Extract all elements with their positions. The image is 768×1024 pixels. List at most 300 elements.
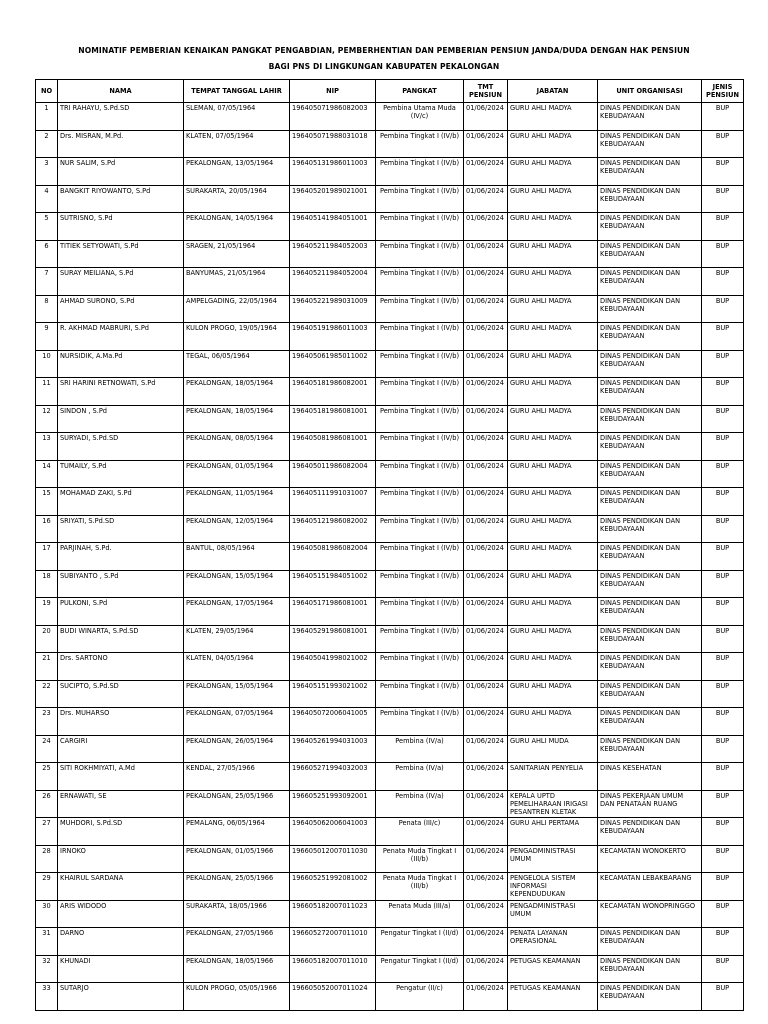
table-row bbox=[36, 405, 744, 433]
cell-jenis-pensiun: BUP bbox=[702, 268, 744, 296]
table-row bbox=[36, 378, 744, 406]
cell-tmt-pensiun: 01/06/2024 bbox=[464, 845, 508, 873]
cell-tempat-tanggal-lahir: PEKALONGAN, 11/05/1964 bbox=[184, 488, 290, 516]
cell-nip: 196405071988031018 bbox=[290, 130, 376, 158]
cell-nip: 196605182007011010 bbox=[290, 955, 376, 983]
cell-unit-organisasi: DINAS PENDIDIKAN DAN KEBUDAYAAN bbox=[598, 515, 702, 543]
cell-unit-organisasi: DINAS PEKERJAAN UMUM DAN PENATAAN RUANG bbox=[598, 790, 702, 818]
table-row bbox=[36, 818, 744, 846]
pension-nominative-table bbox=[35, 79, 744, 1011]
cell-pangkat: Pembina Tingkat I (IV/b) bbox=[376, 653, 464, 681]
cell-tmt-pensiun: 01/06/2024 bbox=[464, 543, 508, 571]
cell-jabatan: PENGADMINISTRASI UMUM bbox=[508, 845, 598, 873]
cell-unit-organisasi: DINAS PENDIDIKAN DAN KEBUDAYAAN bbox=[598, 295, 702, 323]
cell-nip: 196405211984052004 bbox=[290, 268, 376, 296]
cell-no: 16 bbox=[36, 515, 58, 543]
cell-pangkat: Pembina Tingkat I (IV/b) bbox=[376, 488, 464, 516]
cell-jenis-pensiun: BUP bbox=[702, 488, 744, 516]
cell-jabatan: GURU AHLI MADYA bbox=[508, 295, 598, 323]
header-jabatan: JABATAN bbox=[508, 80, 598, 103]
table-row bbox=[36, 680, 744, 708]
cell-tempat-tanggal-lahir: BANTUL, 08/05/1964 bbox=[184, 543, 290, 571]
header-unit-organisasi: UNIT ORGANISASI bbox=[598, 80, 702, 103]
cell-jabatan: PENATA LAYANAN OPERASIONAL bbox=[508, 928, 598, 956]
cell-nama: DARNO bbox=[58, 928, 184, 956]
header-no: NO bbox=[36, 80, 58, 103]
cell-unit-organisasi: DINAS PENDIDIKAN DAN KEBUDAYAAN bbox=[598, 983, 702, 1011]
cell-tempat-tanggal-lahir: SRAGEN, 21/05/1964 bbox=[184, 240, 290, 268]
cell-tmt-pensiun: 01/06/2024 bbox=[464, 268, 508, 296]
cell-jenis-pensiun: BUP bbox=[702, 460, 744, 488]
cell-tempat-tanggal-lahir: AMPELGADING, 22/05/1964 bbox=[184, 295, 290, 323]
cell-tempat-tanggal-lahir: PEKALONGAN, 18/05/1964 bbox=[184, 378, 290, 406]
cell-tmt-pensiun: 01/06/2024 bbox=[464, 653, 508, 681]
cell-pangkat: Pembina (IV/a) bbox=[376, 735, 464, 763]
cell-nip: 196405151984051002 bbox=[290, 570, 376, 598]
cell-jenis-pensiun: BUP bbox=[702, 323, 744, 351]
cell-unit-organisasi: DINAS PENDIDIKAN DAN KEBUDAYAAN bbox=[598, 240, 702, 268]
cell-tmt-pensiun: 01/06/2024 bbox=[464, 378, 508, 406]
cell-jabatan: GURU AHLI MADYA bbox=[508, 405, 598, 433]
cell-nip: 196405111991031007 bbox=[290, 488, 376, 516]
cell-no: 20 bbox=[36, 625, 58, 653]
cell-tempat-tanggal-lahir: SLEMAN, 07/05/1964 bbox=[184, 103, 290, 131]
cell-unit-organisasi: DINAS PENDIDIKAN DAN KEBUDAYAAN bbox=[598, 323, 702, 351]
table-row bbox=[36, 350, 744, 378]
table-row bbox=[36, 158, 744, 186]
table-row bbox=[36, 900, 744, 928]
cell-tmt-pensiun: 01/06/2024 bbox=[464, 955, 508, 983]
cell-tempat-tanggal-lahir: PEKALONGAN, 15/05/1964 bbox=[184, 570, 290, 598]
cell-nip: 196605271994032003 bbox=[290, 763, 376, 791]
cell-nama: TITIEK SETYOWATI, S.Pd bbox=[58, 240, 184, 268]
cell-unit-organisasi: DINAS PENDIDIKAN DAN KEBUDAYAAN bbox=[598, 735, 702, 763]
cell-jabatan: GURU AHLI MADYA bbox=[508, 488, 598, 516]
cell-no: 3 bbox=[36, 158, 58, 186]
header-tempat-tanggal-lahir: TEMPAT TANGGAL LAHIR bbox=[184, 80, 290, 103]
cell-nama: SUCIPTO, S.Pd.SD bbox=[58, 680, 184, 708]
cell-tempat-tanggal-lahir: PEMALANG, 06/05/1964 bbox=[184, 818, 290, 846]
cell-jabatan: GURU AHLI MADYA bbox=[508, 460, 598, 488]
cell-nama: Drs. MUHARSO bbox=[58, 708, 184, 736]
cell-unit-organisasi: DINAS PENDIDIKAN DAN KEBUDAYAAN bbox=[598, 928, 702, 956]
cell-tempat-tanggal-lahir: KULON PROGO, 19/05/1964 bbox=[184, 323, 290, 351]
cell-nip: 196405181986082001 bbox=[290, 378, 376, 406]
cell-no: 2 bbox=[36, 130, 58, 158]
cell-tempat-tanggal-lahir: KULON PROGO, 05/05/1966 bbox=[184, 983, 290, 1011]
cell-jenis-pensiun: BUP bbox=[702, 680, 744, 708]
cell-jabatan: GURU AHLI MADYA bbox=[508, 515, 598, 543]
table-row bbox=[36, 515, 744, 543]
cell-jabatan: GURU AHLI MADYA bbox=[508, 158, 598, 186]
cell-tmt-pensiun: 01/06/2024 bbox=[464, 323, 508, 351]
cell-tempat-tanggal-lahir: PEKALONGAN, 25/05/1966 bbox=[184, 790, 290, 818]
cell-no: 21 bbox=[36, 653, 58, 681]
cell-tmt-pensiun: 01/06/2024 bbox=[464, 818, 508, 846]
cell-nip: 196405081986082004 bbox=[290, 543, 376, 571]
cell-no: 33 bbox=[36, 983, 58, 1011]
cell-jabatan: GURU AHLI MADYA bbox=[508, 680, 598, 708]
cell-jabatan: GURU AHLI MADYA bbox=[508, 350, 598, 378]
cell-unit-organisasi: DINAS PENDIDIKAN DAN KEBUDAYAAN bbox=[598, 185, 702, 213]
table-row bbox=[36, 653, 744, 681]
cell-tmt-pensiun: 01/06/2024 bbox=[464, 488, 508, 516]
cell-pangkat: Pembina Tingkat I (IV/b) bbox=[376, 515, 464, 543]
table-row bbox=[36, 708, 744, 736]
table-row bbox=[36, 873, 744, 901]
cell-tmt-pensiun: 01/06/2024 bbox=[464, 295, 508, 323]
table-row bbox=[36, 103, 744, 131]
cell-pangkat: Pembina Tingkat I (IV/b) bbox=[376, 295, 464, 323]
table-row bbox=[36, 598, 744, 626]
cell-jabatan: GURU AHLI MADYA bbox=[508, 570, 598, 598]
cell-unit-organisasi: DINAS PENDIDIKAN DAN KEBUDAYAAN bbox=[598, 653, 702, 681]
cell-no: 12 bbox=[36, 405, 58, 433]
cell-jabatan: PENGELOLA SISTEM INFORMASI KEPENDUDUKAN bbox=[508, 873, 598, 901]
cell-pangkat: Pembina Tingkat I (IV/b) bbox=[376, 543, 464, 571]
cell-jabatan: GURU AHLI MADYA bbox=[508, 653, 598, 681]
cell-pangkat: Pembina Tingkat I (IV/b) bbox=[376, 323, 464, 351]
cell-jenis-pensiun: BUP bbox=[702, 625, 744, 653]
cell-nama: ERNAWATI, SE bbox=[58, 790, 184, 818]
cell-nip: 196405081986081001 bbox=[290, 433, 376, 461]
cell-jenis-pensiun: BUP bbox=[702, 900, 744, 928]
cell-unit-organisasi: DINAS PENDIDIKAN DAN KEBUDAYAAN bbox=[598, 955, 702, 983]
cell-jabatan: GURU AHLI MADYA bbox=[508, 213, 598, 241]
cell-pangkat: Pembina Tingkat I (IV/b) bbox=[376, 625, 464, 653]
cell-nip: 196605272007011010 bbox=[290, 928, 376, 956]
cell-pangkat: Pengatur Tingkat I (II/d) bbox=[376, 928, 464, 956]
cell-nama: CARGIRI bbox=[58, 735, 184, 763]
header-jenis-pensiun: JENIS PENSIUN bbox=[702, 80, 744, 103]
cell-tmt-pensiun: 01/06/2024 bbox=[464, 460, 508, 488]
cell-pangkat: Pembina Tingkat I (IV/b) bbox=[376, 130, 464, 158]
cell-tmt-pensiun: 01/06/2024 bbox=[464, 598, 508, 626]
table-row bbox=[36, 268, 744, 296]
cell-jabatan: GURU AHLI MADYA bbox=[508, 543, 598, 571]
cell-tmt-pensiun: 01/06/2024 bbox=[464, 158, 508, 186]
cell-tmt-pensiun: 01/06/2024 bbox=[464, 213, 508, 241]
cell-tmt-pensiun: 01/06/2024 bbox=[464, 570, 508, 598]
cell-unit-organisasi: KECAMATAN WONOKERTO bbox=[598, 845, 702, 873]
table-row bbox=[36, 625, 744, 653]
cell-jenis-pensiun: BUP bbox=[702, 598, 744, 626]
cell-nama: KHUNADI bbox=[58, 955, 184, 983]
cell-tempat-tanggal-lahir: PEKALONGAN, 12/05/1964 bbox=[184, 515, 290, 543]
cell-pangkat: Pengatur Tingkat I (II/d) bbox=[376, 955, 464, 983]
cell-jenis-pensiun: BUP bbox=[702, 515, 744, 543]
cell-unit-organisasi: KECAMATAN WONOPRINGGO bbox=[598, 900, 702, 928]
cell-nip: 196405151993021002 bbox=[290, 680, 376, 708]
cell-no: 17 bbox=[36, 543, 58, 571]
cell-nama: Drs. MISRAN, M.Pd. bbox=[58, 130, 184, 158]
cell-nip: 196405121986082002 bbox=[290, 515, 376, 543]
cell-pangkat: Pembina (IV/a) bbox=[376, 790, 464, 818]
cell-jenis-pensiun: BUP bbox=[702, 790, 744, 818]
cell-tmt-pensiun: 01/06/2024 bbox=[464, 103, 508, 131]
cell-unit-organisasi: DINAS PENDIDIKAN DAN KEBUDAYAAN bbox=[598, 103, 702, 131]
cell-tempat-tanggal-lahir: PEKALONGAN, 27/05/1966 bbox=[184, 928, 290, 956]
cell-tempat-tanggal-lahir: PEKALONGAN, 01/05/1966 bbox=[184, 845, 290, 873]
cell-unit-organisasi: DINAS PENDIDIKAN DAN KEBUDAYAAN bbox=[598, 570, 702, 598]
cell-tmt-pensiun: 01/06/2024 bbox=[464, 130, 508, 158]
cell-tmt-pensiun: 01/06/2024 bbox=[464, 735, 508, 763]
cell-pangkat: Pembina Tingkat I (IV/b) bbox=[376, 460, 464, 488]
cell-no: 1 bbox=[36, 103, 58, 131]
cell-nip: 196405071986082003 bbox=[290, 103, 376, 131]
cell-unit-organisasi: DINAS PENDIDIKAN DAN KEBUDAYAAN bbox=[598, 488, 702, 516]
cell-jabatan: SANITARIAN PENYELIA bbox=[508, 763, 598, 791]
cell-pangkat: Pembina Tingkat I (IV/b) bbox=[376, 158, 464, 186]
cell-tmt-pensiun: 01/06/2024 bbox=[464, 763, 508, 791]
cell-tmt-pensiun: 01/06/2024 bbox=[464, 873, 508, 901]
cell-pangkat: Pembina Tingkat I (IV/b) bbox=[376, 378, 464, 406]
cell-no: 6 bbox=[36, 240, 58, 268]
cell-jabatan: GURU AHLI MADYA bbox=[508, 130, 598, 158]
cell-jenis-pensiun: BUP bbox=[702, 378, 744, 406]
cell-jenis-pensiun: BUP bbox=[702, 240, 744, 268]
table-row bbox=[36, 460, 744, 488]
cell-tempat-tanggal-lahir: PEKALONGAN, 14/05/1964 bbox=[184, 213, 290, 241]
table-row bbox=[36, 323, 744, 351]
cell-jenis-pensiun: BUP bbox=[702, 983, 744, 1011]
cell-jenis-pensiun: BUP bbox=[702, 653, 744, 681]
cell-tempat-tanggal-lahir: PEKALONGAN, 15/05/1964 bbox=[184, 680, 290, 708]
cell-tempat-tanggal-lahir: PEKALONGAN, 17/05/1964 bbox=[184, 598, 290, 626]
cell-pangkat: Penata Muda Tingkat I (III/b) bbox=[376, 845, 464, 873]
cell-nama: SRIYATI, S.Pd.SD bbox=[58, 515, 184, 543]
cell-jabatan: KEPALA UPTD PEMELIHARAAN IRIGASI PESANTREN KLETAK bbox=[508, 790, 598, 818]
cell-pangkat: Penata (III/c) bbox=[376, 818, 464, 846]
cell-unit-organisasi: DINAS PENDIDIKAN DAN KEBUDAYAAN bbox=[598, 405, 702, 433]
cell-jabatan: GURU AHLI MADYA bbox=[508, 323, 598, 351]
cell-tmt-pensiun: 01/06/2024 bbox=[464, 240, 508, 268]
cell-nip: 196405041998021002 bbox=[290, 653, 376, 681]
cell-pangkat: Pengatur (II/c) bbox=[376, 983, 464, 1011]
cell-nip: 196405011986082004 bbox=[290, 460, 376, 488]
cell-tempat-tanggal-lahir: SURAKARTA, 18/05/1966 bbox=[184, 900, 290, 928]
cell-nip: 196605012007011030 bbox=[290, 845, 376, 873]
cell-jenis-pensiun: BUP bbox=[702, 158, 744, 186]
cell-jenis-pensiun: BUP bbox=[702, 433, 744, 461]
cell-tempat-tanggal-lahir: KLATEN, 04/05/1964 bbox=[184, 653, 290, 681]
cell-unit-organisasi: DINAS PENDIDIKAN DAN KEBUDAYAAN bbox=[598, 268, 702, 296]
cell-nama: BUDI WINARTA, S.Pd.SD bbox=[58, 625, 184, 653]
cell-jenis-pensiun: BUP bbox=[702, 735, 744, 763]
table-row bbox=[36, 955, 744, 983]
cell-jabatan: GURU AHLI MADYA bbox=[508, 268, 598, 296]
cell-nama: Drs. SARTONO bbox=[58, 653, 184, 681]
cell-no: 31 bbox=[36, 928, 58, 956]
cell-no: 29 bbox=[36, 873, 58, 901]
cell-no: 22 bbox=[36, 680, 58, 708]
header-tmt-pensiun: TMT PENSIUN bbox=[464, 80, 508, 103]
cell-jenis-pensiun: BUP bbox=[702, 845, 744, 873]
cell-pangkat: Penata Muda (III/a) bbox=[376, 900, 464, 928]
cell-tempat-tanggal-lahir: PEKALONGAN, 26/05/1964 bbox=[184, 735, 290, 763]
cell-nama: SUTARJO bbox=[58, 983, 184, 1011]
cell-pangkat: Pembina Tingkat I (IV/b) bbox=[376, 350, 464, 378]
cell-no: 19 bbox=[36, 598, 58, 626]
cell-unit-organisasi: DINAS PENDIDIKAN DAN KEBUDAYAAN bbox=[598, 460, 702, 488]
table-row bbox=[36, 488, 744, 516]
cell-jabatan: PETUGAS KEAMANAN bbox=[508, 955, 598, 983]
cell-jenis-pensiun: BUP bbox=[702, 763, 744, 791]
cell-nama: KHAIRUL SARDANA bbox=[58, 873, 184, 901]
cell-jenis-pensiun: BUP bbox=[702, 213, 744, 241]
table-row bbox=[36, 790, 744, 818]
cell-pangkat: Pembina Tingkat I (IV/b) bbox=[376, 680, 464, 708]
cell-pangkat: Pembina Tingkat I (IV/b) bbox=[376, 570, 464, 598]
cell-jabatan: GURU AHLI MADYA bbox=[508, 378, 598, 406]
cell-nama: PULKONI, S.Pd bbox=[58, 598, 184, 626]
cell-nip: 196405261994031003 bbox=[290, 735, 376, 763]
cell-nip: 196405191986011003 bbox=[290, 323, 376, 351]
document-subtitle: BAGI PNS DI LINGKUNGAN KABUPATEN PEKALONGAN bbox=[268, 62, 500, 71]
cell-tempat-tanggal-lahir: KLATEN, 29/05/1964 bbox=[184, 625, 290, 653]
cell-nama: SITI ROKHMIYATI, A.Md bbox=[58, 763, 184, 791]
cell-tmt-pensiun: 01/06/2024 bbox=[464, 350, 508, 378]
cell-nama: SRI HARINI RETNOWATI, S.Pd bbox=[58, 378, 184, 406]
cell-tempat-tanggal-lahir: KENDAL, 27/05/1966 bbox=[184, 763, 290, 791]
cell-pangkat: Pembina Utama Muda (IV/c) bbox=[376, 103, 464, 131]
cell-tempat-tanggal-lahir: PEKALONGAN, 08/05/1964 bbox=[184, 433, 290, 461]
cell-no: 23 bbox=[36, 708, 58, 736]
cell-no: 26 bbox=[36, 790, 58, 818]
cell-tmt-pensiun: 01/06/2024 bbox=[464, 900, 508, 928]
cell-nama: PARJINAH, S.Pd. bbox=[58, 543, 184, 571]
cell-nama: R. AKHMAD MABRURI, S.Pd bbox=[58, 323, 184, 351]
table-row bbox=[36, 928, 744, 956]
cell-nip: 196605182007011023 bbox=[290, 900, 376, 928]
cell-pangkat: Penata Muda Tingkat I (III/b) bbox=[376, 873, 464, 901]
cell-jabatan: PETUGAS KEAMANAN bbox=[508, 983, 598, 1011]
table-row bbox=[36, 240, 744, 268]
cell-jabatan: GURU AHLI MADYA bbox=[508, 433, 598, 461]
cell-tmt-pensiun: 01/06/2024 bbox=[464, 680, 508, 708]
cell-tmt-pensiun: 01/06/2024 bbox=[464, 790, 508, 818]
cell-no: 7 bbox=[36, 268, 58, 296]
cell-tmt-pensiun: 01/06/2024 bbox=[464, 625, 508, 653]
cell-no: 10 bbox=[36, 350, 58, 378]
cell-pangkat: Pembina (IV/a) bbox=[376, 763, 464, 791]
cell-nama: TRI RAHAYU, S.Pd.SD bbox=[58, 103, 184, 131]
cell-unit-organisasi: DINAS PENDIDIKAN DAN KEBUDAYAAN bbox=[598, 378, 702, 406]
cell-pangkat: Pembina Tingkat I (IV/b) bbox=[376, 185, 464, 213]
cell-jabatan: GURU AHLI MUDA bbox=[508, 735, 598, 763]
cell-unit-organisasi: DINAS PENDIDIKAN DAN KEBUDAYAAN bbox=[598, 433, 702, 461]
cell-jabatan: GURU AHLI MADYA bbox=[508, 185, 598, 213]
document-title: NOMINATIF PEMBERIAN KENAIKAN PANGKAT PENGABDIAN, PEMBERHENTIAN DAN PEMBERIAN PENSIUN JANDA/DUDA DENGAN HAK PENSIUN bbox=[78, 46, 690, 55]
cell-nama: ARIS WIDODO bbox=[58, 900, 184, 928]
cell-nama: SURYADI, S.Pd.SD bbox=[58, 433, 184, 461]
cell-nip: 196605251993092001 bbox=[290, 790, 376, 818]
cell-jabatan: GURU AHLI MADYA bbox=[508, 240, 598, 268]
cell-no: 4 bbox=[36, 185, 58, 213]
cell-unit-organisasi: KECAMATAN LEBAKBARANG bbox=[598, 873, 702, 901]
cell-nip: 196405181986081001 bbox=[290, 405, 376, 433]
cell-no: 8 bbox=[36, 295, 58, 323]
cell-unit-organisasi: DINAS PENDIDIKAN DAN KEBUDAYAAN bbox=[598, 818, 702, 846]
header-nama: NAMA bbox=[58, 80, 184, 103]
cell-jabatan: GURU AHLI MADYA bbox=[508, 625, 598, 653]
cell-no: 9 bbox=[36, 323, 58, 351]
cell-nama: SUTRISNO, S.Pd bbox=[58, 213, 184, 241]
cell-tmt-pensiun: 01/06/2024 bbox=[464, 433, 508, 461]
cell-tempat-tanggal-lahir: PEKALONGAN, 13/05/1964 bbox=[184, 158, 290, 186]
header-pangkat: PANGKAT bbox=[376, 80, 464, 103]
cell-nama: NUR SALIM, S.Pd bbox=[58, 158, 184, 186]
cell-no: 15 bbox=[36, 488, 58, 516]
cell-tempat-tanggal-lahir: PEKALONGAN, 25/05/1966 bbox=[184, 873, 290, 901]
table-row bbox=[36, 213, 744, 241]
cell-nama: MOHAMAD ZAKI, S.Pd bbox=[58, 488, 184, 516]
table-row bbox=[36, 130, 744, 158]
cell-nip: 196405141984051001 bbox=[290, 213, 376, 241]
cell-nip: 196405221989031009 bbox=[290, 295, 376, 323]
cell-nip: 196405062006041003 bbox=[290, 818, 376, 846]
cell-tmt-pensiun: 01/06/2024 bbox=[464, 405, 508, 433]
table-row bbox=[36, 845, 744, 873]
cell-nip: 196405061985011002 bbox=[290, 350, 376, 378]
table-row bbox=[36, 735, 744, 763]
cell-jabatan: GURU AHLI MADYA bbox=[508, 103, 598, 131]
cell-tmt-pensiun: 01/06/2024 bbox=[464, 983, 508, 1011]
cell-no: 5 bbox=[36, 213, 58, 241]
cell-no: 11 bbox=[36, 378, 58, 406]
cell-unit-organisasi: DINAS PENDIDIKAN DAN KEBUDAYAAN bbox=[598, 598, 702, 626]
cell-nip: 196605251992081002 bbox=[290, 873, 376, 901]
table-row bbox=[36, 433, 744, 461]
cell-jenis-pensiun: BUP bbox=[702, 185, 744, 213]
cell-jenis-pensiun: BUP bbox=[702, 708, 744, 736]
cell-jenis-pensiun: BUP bbox=[702, 103, 744, 131]
cell-unit-organisasi: DINAS PENDIDIKAN DAN KEBUDAYAAN bbox=[598, 213, 702, 241]
cell-nama: MUHDORI, S.Pd.SD bbox=[58, 818, 184, 846]
cell-tmt-pensiun: 01/06/2024 bbox=[464, 708, 508, 736]
cell-nama: SURAY MEILIANA, S.Pd bbox=[58, 268, 184, 296]
cell-unit-organisasi: DINAS PENDIDIKAN DAN KEBUDAYAAN bbox=[598, 680, 702, 708]
cell-tempat-tanggal-lahir: TEGAL, 06/05/1964 bbox=[184, 350, 290, 378]
cell-jenis-pensiun: BUP bbox=[702, 130, 744, 158]
cell-no: 30 bbox=[36, 900, 58, 928]
cell-nip: 196405211984052003 bbox=[290, 240, 376, 268]
cell-no: 24 bbox=[36, 735, 58, 763]
cell-nip: 196605052007011024 bbox=[290, 983, 376, 1011]
cell-nama: SINDON , S.Pd bbox=[58, 405, 184, 433]
cell-jenis-pensiun: BUP bbox=[702, 350, 744, 378]
cell-nama: AHMAD SURONO, S.Pd bbox=[58, 295, 184, 323]
table-row bbox=[36, 983, 744, 1011]
cell-jenis-pensiun: BUP bbox=[702, 295, 744, 323]
cell-no: 14 bbox=[36, 460, 58, 488]
cell-tempat-tanggal-lahir: KLATEN, 07/05/1964 bbox=[184, 130, 290, 158]
cell-no: 32 bbox=[36, 955, 58, 983]
cell-tmt-pensiun: 01/06/2024 bbox=[464, 928, 508, 956]
header-nip: NIP bbox=[290, 80, 376, 103]
cell-nip: 196405291986081001 bbox=[290, 625, 376, 653]
cell-nama: TUMAILY, S.Pd bbox=[58, 460, 184, 488]
cell-unit-organisasi: DINAS PENDIDIKAN DAN KEBUDAYAAN bbox=[598, 350, 702, 378]
cell-pangkat: Pembina Tingkat I (IV/b) bbox=[376, 708, 464, 736]
cell-tempat-tanggal-lahir: SURAKARTA, 20/05/1964 bbox=[184, 185, 290, 213]
cell-unit-organisasi: DINAS PENDIDIKAN DAN KEBUDAYAAN bbox=[598, 543, 702, 571]
cell-jabatan: GURU AHLI MADYA bbox=[508, 708, 598, 736]
cell-unit-organisasi: DINAS PENDIDIKAN DAN KEBUDAYAAN bbox=[598, 625, 702, 653]
cell-jenis-pensiun: BUP bbox=[702, 405, 744, 433]
cell-jabatan: GURU AHLI MADYA bbox=[508, 598, 598, 626]
cell-nip: 196405201989021001 bbox=[290, 185, 376, 213]
